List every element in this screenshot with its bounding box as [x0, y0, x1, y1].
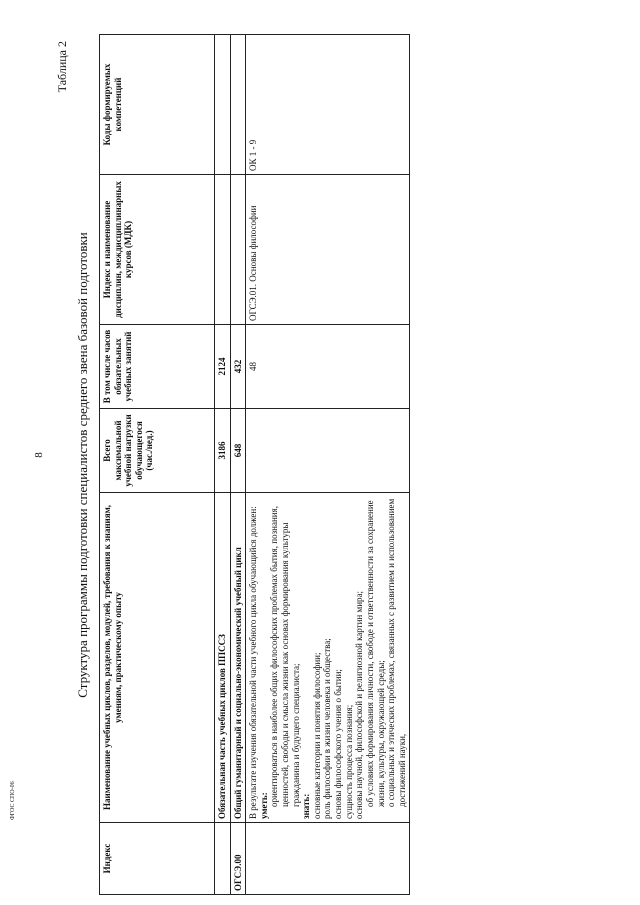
header-max-load: Всего максимальной учебной нагрузки обучающегося (час./нед.) [100, 409, 215, 493]
header-name: Наименование учебных циклов, разделов, модулей, требования к знаниям, умениям, практическому опыту [100, 493, 215, 823]
header-index: Индекс [100, 823, 215, 895]
knowledge-item: основы философского учения о бытии; [333, 669, 344, 819]
table-row-total [215, 35, 231, 895]
page-title: Структура программы подготовки специалистов среднего звена базовой подготовки [75, 232, 90, 698]
requirements-intro: В результате изучения обязательной части учебного цикла обучающийся должен: [248, 506, 259, 819]
cell-philosophy-discipline: ОГСЭ.01. Основы философии [246, 175, 410, 325]
cell-philosophy-requirements [246, 493, 410, 823]
cell-empty [246, 823, 410, 895]
cell-empty [230, 35, 246, 175]
table-header-row [100, 35, 215, 895]
cell-philosophy-obl: 48 [246, 325, 410, 409]
knowledge-item: основы научной, философской и религиозной картин мира; [354, 590, 365, 819]
program-structure-table [99, 34, 410, 895]
header-obligatory: В том числе часов обязательных учебных занятий [100, 325, 215, 409]
table-number: Таблица 2 [55, 41, 69, 93]
page-number: 8 [33, 452, 45, 458]
cell-ogse-name: Общий гуманитарный и социально-экономический учебный цикл [230, 493, 246, 823]
cell-total-obl: 2124 [215, 325, 231, 409]
header-codes: Коды формируемых компетенций [100, 35, 215, 175]
footer-code: ФГОС СПО-06 [10, 781, 16, 820]
table-row-philosophy [246, 35, 410, 895]
knowledge-item: об условиях формирования личности, свободе и ответственности за сохранение жизни, культуры, окружающей среды; [364, 500, 386, 807]
cell-ogse-max: 648 [230, 409, 246, 493]
cell-ogse-index: ОГСЭ.00 [230, 823, 246, 895]
knowledge-item: сущность процесса познания; [343, 704, 354, 819]
cell-empty [215, 175, 231, 325]
cell-empty [246, 409, 410, 493]
knowledge-item: роль философии в жизни человека и общества; [322, 638, 333, 819]
knowledge-item: основные категории и понятия философии; [311, 652, 322, 819]
cell-total-max: 3186 [215, 409, 231, 493]
header-disciplines: Индекс и наименование дисциплин, междисциплинарных курсов (МДК) [100, 175, 215, 325]
knowledge-item: о социальных и этических проблемах, связанных с развитием и использованием достижений науки, [386, 498, 407, 807]
table-row-ogse [230, 35, 246, 895]
cell-empty [230, 175, 246, 325]
rotated-table-page [55, 35, 615, 895]
cell-empty [215, 35, 231, 175]
cell-total-name: Обязательная часть учебных циклов ППССЗ [215, 493, 231, 823]
knowledge-heading: знать: [301, 793, 312, 819]
skill-item: ориентироваться в наиболее общих философских проблемах бытия, познания, ценностей, свободы и смысла жизни как основах формирования культуры гражданина и будущего специалиста; [269, 506, 301, 807]
cell-empty [215, 823, 231, 895]
skills-heading: уметь: [258, 792, 269, 819]
cell-philosophy-codes: ОК 1 - 9 [246, 35, 410, 175]
cell-ogse-obl: 432 [230, 325, 246, 409]
